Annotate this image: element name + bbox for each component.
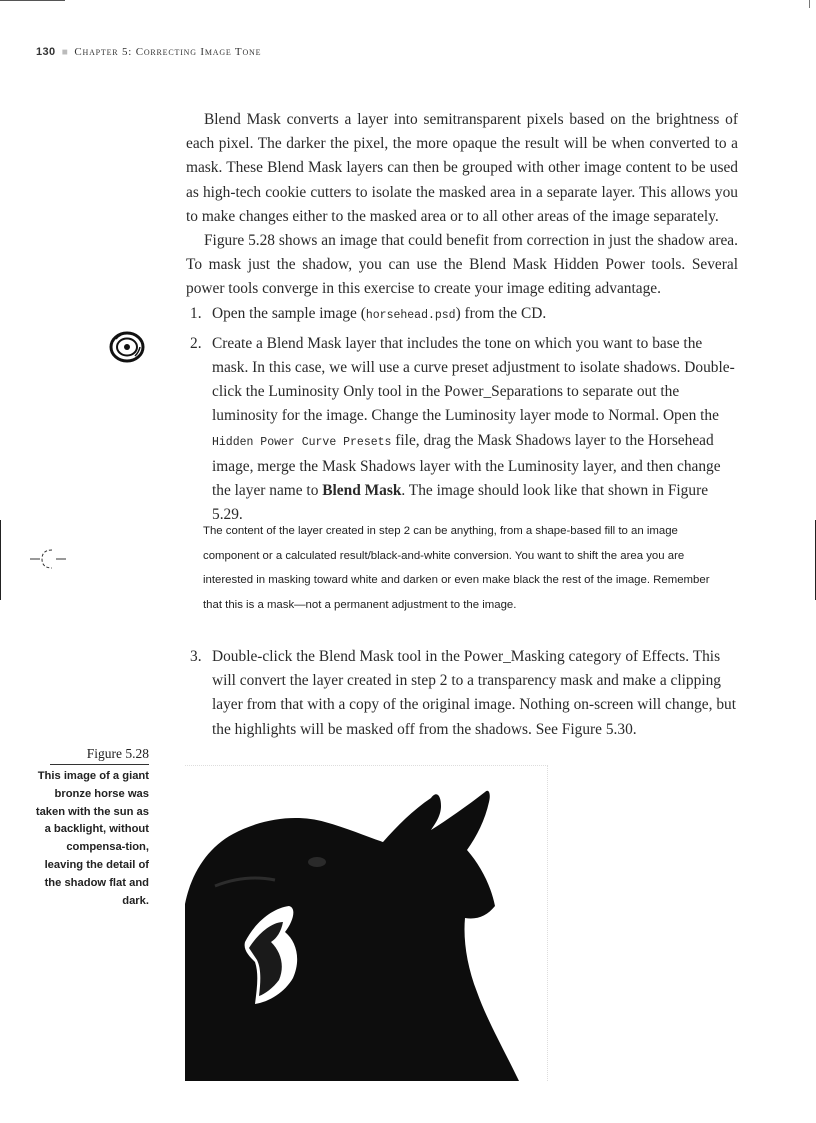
step-2-bold-term: Blend Mask: [322, 482, 402, 500]
top-right-tick: [809, 0, 810, 8]
horse-silhouette-image: [185, 766, 547, 1081]
steps-list-lower: [186, 645, 738, 742]
note-margin-icon: [26, 548, 70, 575]
running-head: [36, 46, 261, 58]
steps-list-upper: [186, 302, 738, 528]
step-1: [186, 302, 738, 328]
top-rule: [0, 0, 65, 1]
step-1-text-after: ) from the CD.: [455, 304, 547, 322]
running-head-separator: ■: [61, 47, 69, 58]
step-1-filename: horsehead.psd: [365, 308, 456, 322]
step-number: 3.: [190, 648, 202, 665]
step-1-text-before: Open the sample image (: [212, 304, 366, 322]
note-left-bar: [0, 520, 1, 600]
intro-paragraph-1: Blend Mask converts a layer into semitransparent pixels based on the brightness of each pixel. The darker the pixel, the more opaque the result will be when converted to a mask. These Blend Mask layers can then be grouped with other image content to be used as high-tech cookie cutters to isolate the masked area in a separate layer. This allows you to make changes either to the masked area or to all other areas of the image separately.: [186, 111, 738, 225]
step-3: [186, 645, 738, 742]
figure-label: Figure 5.28: [50, 746, 149, 765]
step-2-text-before: Create a Blend Mask layer that includes the tone on which you want to base the mask. In this case, we will use a curve preset adjustment to isolate shadows. Double-click the Luminosity Only tool in the Power_Separations to separate out the luminosity for the image. Change the Luminosity layer mode to Normal. Open the: [212, 334, 735, 425]
step-3-text: Double-click the Blend Mask tool in the Power_Masking category of Effects. This will convert the layer created in step 2 to a transparency mask and make a clipping layer from that with a copy of the original image. Nothing on-screen will change, but the highlights will be masked off from the shadows. See Figure 5.30.: [212, 648, 736, 738]
main-text-upper: [186, 108, 738, 527]
chapter-title: Chapter 5: Correcting Image Tone: [74, 46, 262, 58]
step-2-text-middle: file, drag the Mask Shadows layer to the Horsehead image, merge the Mask Shadows layer with the Luminosity layer, and then change the layer name to: [212, 431, 721, 500]
step-2: [186, 332, 738, 528]
figure-horse-image: [185, 765, 548, 1081]
intro-paragraph-2: Figure 5.28 shows an image that could benefit from correction in just the shadow area. To mask just the shadow, you can use the Blend Mask Hidden Power tools. Several power tools converge in this exercise to create your image editing advantage.: [186, 232, 738, 298]
step-number: 1.: [190, 304, 202, 322]
page-number: 130: [36, 46, 56, 58]
step-number: 2.: [190, 334, 202, 352]
step-2-filename: Hidden Power Curve Presets: [212, 435, 392, 449]
main-text-lower: [186, 645, 738, 742]
step-2-text-after: . The image should look like that shown in Figure 5.29.: [212, 482, 709, 524]
cd-disc-icon: [108, 330, 146, 369]
note-text: The content of the layer created in step 2 can be anything, from a shape-based fill to an image component or a calculated result/black-and-white conversion. You want to shift the area you are interested in masking toward white and darken or even make black the rest of the image. Remember that this is a mask—not a permanent adjustment to the image.: [203, 525, 710, 611]
figure-caption: This image of a giant bronze horse was taken with the sun as a backlight, without compensa-tion, leaving the detail of the shadow flat and dark.: [35, 770, 149, 907]
